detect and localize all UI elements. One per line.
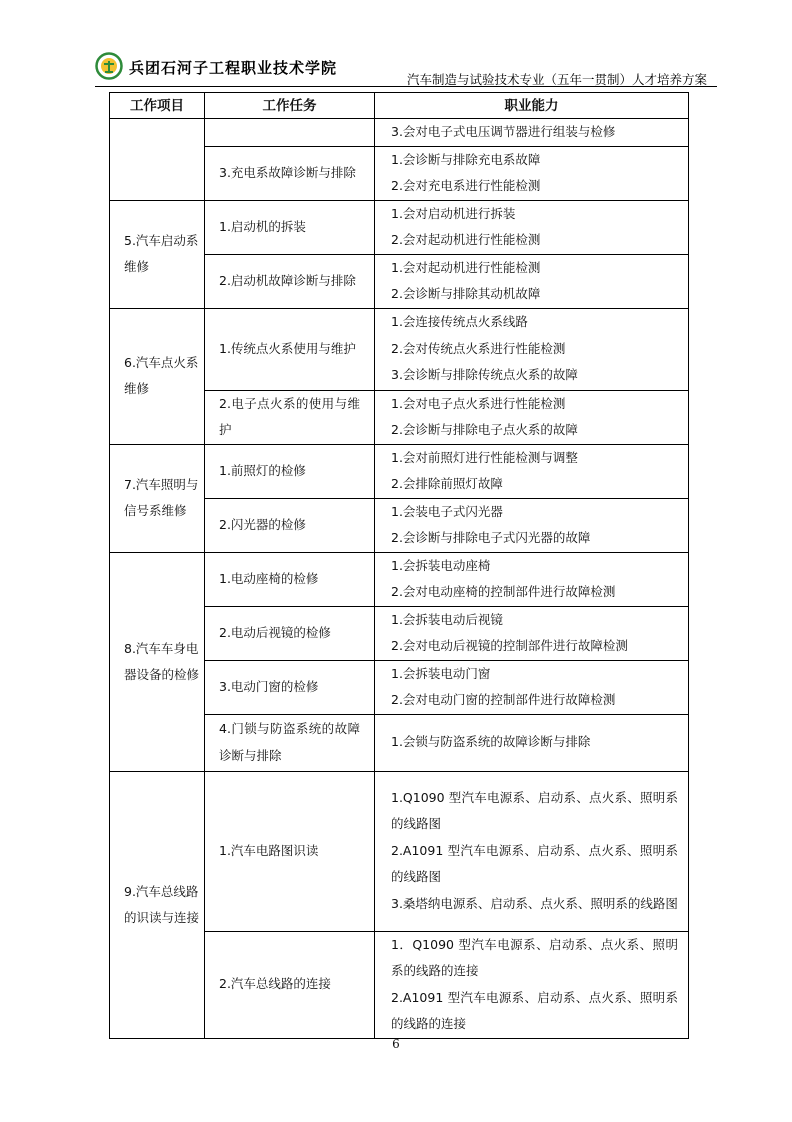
task-cell: 2.汽车总线路的连接 — [205, 931, 375, 1038]
column-header-task: 工作任务 — [205, 93, 375, 119]
curriculum-table — [109, 92, 689, 1039]
header-divider — [95, 86, 717, 87]
ability-item: 2.会对充电系进行性能检测 — [391, 178, 541, 193]
ability-item: 2.会诊断与排除电子式闪光器的故障 — [391, 530, 591, 545]
ability-item: 1.会对前照灯进行性能检测与调整 — [391, 449, 578, 465]
task-cell: 3.充电系故障诊断与排除 — [205, 146, 375, 200]
column-header-project: 工作项目 — [110, 93, 205, 119]
ability-item: 1.会诊断与排除充电系故障 — [391, 151, 541, 167]
ability-item: 2.会诊断与排除电子点火系的故障 — [391, 422, 578, 437]
ability-item: 1.会锁与防盗系统的故障诊断与排除 — [391, 734, 591, 750]
ability-item: 2.会对电动门窗的控制部件进行故障检测 — [391, 692, 616, 707]
ability-cell — [375, 552, 689, 606]
ability-item: 1.会拆装电动门窗 — [391, 665, 491, 681]
task-cell: 2.电子点火系的使用与维护 — [205, 390, 375, 444]
ability-item: 2.会对起动机进行性能检测 — [391, 232, 541, 247]
ability-item: 2.会对传统点火系进行性能检测 — [391, 340, 566, 356]
table-row — [110, 119, 689, 147]
ability-cell — [375, 444, 689, 498]
ability-item: 2.会对电动座椅的控制部件进行故障检测 — [391, 584, 616, 599]
document-title: 汽车制造与试验技术专业（五年一贯制）人才培养方案 — [406, 72, 707, 87]
project-cell: 8.汽车车身电器设备的检修 — [110, 552, 205, 771]
ability-item: 1.会装电子式闪光器 — [391, 503, 503, 519]
ability-item: 1.Q1090 型汽车电源系、启动系、点火系、照明系的线路图 — [391, 789, 678, 832]
ability-cell — [375, 119, 689, 147]
ability-cell — [375, 146, 689, 200]
ability-cell — [375, 931, 689, 1038]
task-cell: 1.电动座椅的检修 — [205, 552, 375, 606]
ability-item: 3.桑塔纳电源系、启动系、点火系、照明系的线路图 — [391, 895, 678, 911]
ability-item: 1.会对电子点火系进行性能检测 — [391, 395, 566, 411]
table-header-row — [110, 93, 689, 119]
ability-cell — [375, 254, 689, 308]
task-cell: 2.闪光器的检修 — [205, 498, 375, 552]
task-cell: 2.启动机故障诊断与排除 — [205, 254, 375, 308]
project-cell — [110, 119, 205, 201]
task-cell: 1.前照灯的检修 — [205, 444, 375, 498]
task-cell: 1.汽车电路图识读 — [205, 771, 375, 931]
ability-cell — [375, 498, 689, 552]
school-logo-icon — [95, 52, 123, 80]
ability-item: 2.A1091 型汽车电源系、启动系、点火系、照明系的线路的连接 — [391, 989, 678, 1031]
table-row — [110, 552, 689, 606]
table-row — [110, 771, 689, 931]
table-row — [110, 444, 689, 498]
project-cell: 9.汽车总线路的识读与连接 — [110, 771, 205, 1038]
ability-item: 3.会诊断与排除传统点火系的故障 — [391, 367, 578, 383]
ability-cell — [375, 200, 689, 254]
ability-cell — [375, 714, 689, 771]
ability-cell — [375, 390, 689, 444]
ability-item: 2.会诊断与排除其动机故障 — [391, 286, 541, 301]
ability-cell — [375, 660, 689, 714]
task-cell: 1.传统点火系使用与维护 — [205, 308, 375, 390]
project-cell: 6.汽车点火系维修 — [110, 308, 205, 444]
table-row — [110, 308, 689, 390]
column-header-ability: 职业能力 — [375, 93, 689, 119]
ability-item: 1．Q1090 型汽车电源系、启动系、点火系、照明系的线路的连接 — [391, 936, 678, 978]
ability-item: 3.会对电子式电压调节器进行组装与检修 — [391, 124, 616, 139]
task-cell: 4.门锁与防盗系统的故障诊断与排除 — [205, 714, 375, 771]
ability-item: 2.A1091 型汽车电源系、启动系、点火系、照明系的线路图 — [391, 842, 678, 885]
ability-item: 1.会对起动机进行性能检测 — [391, 259, 541, 275]
ability-cell — [375, 771, 689, 931]
project-cell: 7.汽车照明与信号系维修 — [110, 444, 205, 552]
table-row — [110, 200, 689, 254]
task-cell — [205, 119, 375, 147]
page-number: 6 — [392, 1037, 400, 1051]
ability-cell — [375, 606, 689, 660]
ability-item: 2.会排除前照灯故障 — [391, 476, 503, 491]
project-cell: 5.汽车启动系维修 — [110, 200, 205, 308]
ability-item: 1.会对启动机进行拆装 — [391, 205, 516, 221]
ability-item: 1.会拆装电动后视镜 — [391, 611, 503, 627]
school-name: 兵团石河子工程职业技术学院 — [129, 59, 338, 77]
ability-item: 2.会对电动后视镜的控制部件进行故障检测 — [391, 638, 628, 653]
ability-item: 1.会拆装电动座椅 — [391, 557, 491, 573]
ability-cell — [375, 308, 689, 390]
page-header — [95, 48, 715, 88]
task-cell: 2.电动后视镜的检修 — [205, 606, 375, 660]
task-cell: 3.电动门窗的检修 — [205, 660, 375, 714]
ability-item: 1.会连接传统点火系线路 — [391, 314, 528, 330]
task-cell: 1.启动机的拆装 — [205, 200, 375, 254]
